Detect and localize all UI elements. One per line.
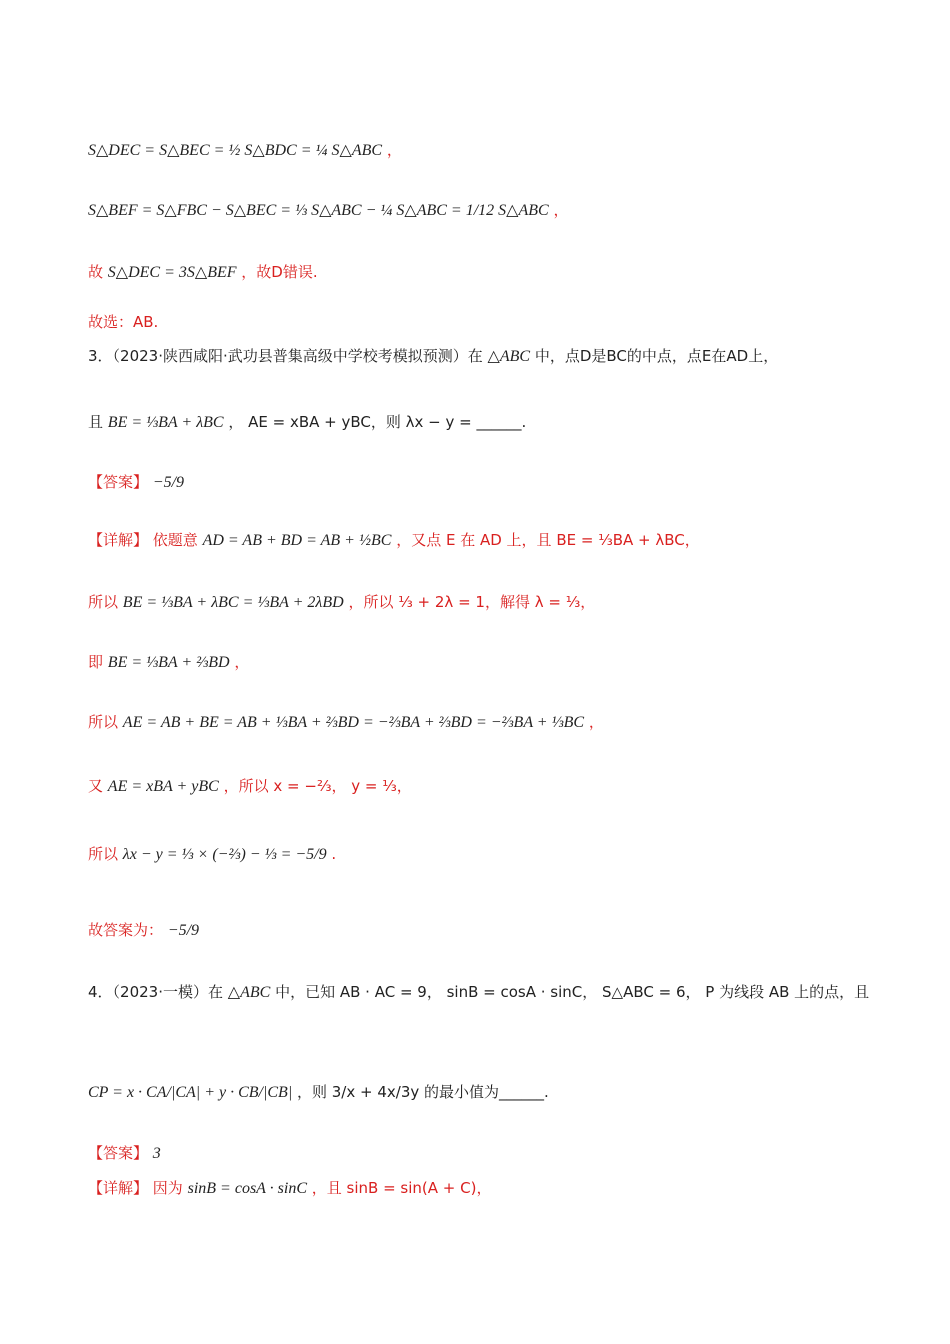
- line-prefix: 且: [88, 413, 104, 431]
- math-expr: 3: [152, 1145, 161, 1162]
- line-area-bef: [88, 200, 568, 221]
- math-expr: BE = ⅓BA + λBC = ⅓BA + 2λBD: [122, 594, 344, 611]
- math-expr: S△DEC = 3S△BEF: [107, 264, 237, 281]
- answer-label: 【答案】: [88, 1144, 149, 1162]
- line-prefix: 所以: [88, 713, 119, 731]
- question-4-condition: [88, 1082, 549, 1103]
- solution-3-line-4: [88, 712, 604, 733]
- line-prefix: 所以: [88, 845, 119, 863]
- math-expr: S△BEF = S△FBC − S△BEC = ⅓ S△ABC − ¼ S△ABC = 1/12 S△ABC: [88, 202, 549, 219]
- math-expr: sinB = cosA · sinC: [187, 1180, 307, 1197]
- line-text: ，则 3/x + 4x/3y 的最小值为______.: [297, 1083, 549, 1101]
- solution-3-line-1: [88, 530, 700, 551]
- line-prefix: 所以: [88, 593, 119, 611]
- math-expr: CP = x · CA/|CA| + y · CB/|CB|: [88, 1084, 293, 1101]
- answer-4: [88, 1143, 161, 1164]
- line-text: 故选：AB.: [88, 313, 159, 331]
- solution-label: 【详解】: [88, 1179, 149, 1197]
- line-text: ，故D错误.: [241, 263, 318, 281]
- line-text: ，: [588, 713, 604, 731]
- question-prefix: 4．（2023·一模）在: [88, 983, 223, 1001]
- math-expr: △ABC: [227, 984, 271, 1001]
- line-text: ，: [553, 201, 569, 219]
- math-expr: BE = ⅓BA + ⅔BD: [107, 654, 230, 671]
- line-conclusion-d: [88, 262, 318, 283]
- line-prefix: 依题意: [152, 531, 198, 549]
- answer-3: [88, 472, 184, 493]
- solution-3-line-6: [88, 844, 336, 865]
- line-prefix: 因为: [152, 1179, 183, 1197]
- math-expr: AD = AB + BD = AB + ½BC: [202, 532, 392, 549]
- question-4-header: [88, 982, 869, 1003]
- line-text: ，: [234, 653, 250, 671]
- line-area-dec: [88, 140, 402, 161]
- math-expr: AE = xBA + yBC: [107, 778, 219, 795]
- line-text: ，所以 ⅓ + 2λ = 1，解得 λ = ⅓，: [348, 593, 596, 611]
- math-expr: λx − y = ⅓ × (−⅔) − ⅓ = −5/9: [122, 846, 327, 863]
- solution-4-line-1: [88, 1178, 491, 1199]
- line-text: ， AE = xBA + yBC，则 λx − y = ______.: [228, 413, 527, 431]
- line-text: ，又点 E 在 AD 上，且 BE = ⅓BA + λBC，: [396, 531, 700, 549]
- question-3-header: [88, 346, 778, 367]
- solution-3-line-3: [88, 652, 249, 673]
- solution-3-line-5: [88, 776, 412, 797]
- line-text: ，: [386, 141, 402, 159]
- answer-label: 【答案】: [88, 473, 149, 491]
- math-expr: AE = AB + BE = AB + ⅓BA + ⅔BD = −⅔BA + ⅔BD = −⅔BA + ⅓BC: [122, 714, 585, 731]
- math-expr: −5/9: [167, 922, 200, 939]
- line-prefix: 故: [88, 263, 108, 281]
- math-expr: −5/9: [152, 474, 185, 491]
- question-prefix: 3．（2023·陕西咸阳·武功县普集高级中学校考模拟预测）在: [88, 347, 483, 365]
- math-expr: BE = ⅓BA + λBC: [107, 414, 224, 431]
- question-text: 中，已知 AB · AC = 9， sinB = cosA · sinC， S△ABC = 6， P 为线段 AB 上的点，且: [275, 983, 870, 1001]
- question-text: 中，点D是BC的中点，点E在AD上，: [534, 347, 779, 365]
- line-prefix: 即: [88, 653, 104, 671]
- line-prefix: 故答案为：: [88, 921, 164, 939]
- line-text: ，所以 x = −⅔， y = ⅓，: [223, 777, 412, 795]
- solution-label: 【详解】: [88, 531, 149, 549]
- math-expr: △ABC: [487, 348, 531, 365]
- question-3-condition: [88, 412, 526, 433]
- line-text: .: [331, 845, 337, 863]
- line-text: ，且 sinB = sin(A + C)，: [311, 1179, 492, 1197]
- line-prefix: 又: [88, 777, 104, 795]
- solution-3-line-2: [88, 592, 595, 613]
- math-expr: S△DEC = S△BEC = ½ S△BDC = ¼ S△ABC: [88, 142, 383, 159]
- final-answer-3: [88, 920, 199, 941]
- line-answer-choice: [88, 312, 158, 332]
